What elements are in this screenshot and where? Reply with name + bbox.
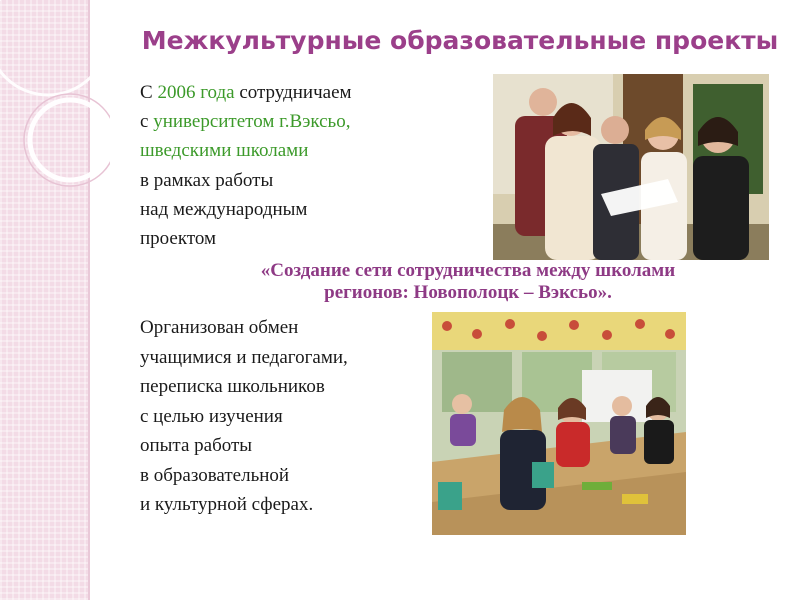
paragraph-line	[140, 136, 480, 165]
paragraph-line: переписка школьников	[140, 376, 325, 397]
project-title-line: «Создание сети сотрудничества между школами	[260, 260, 676, 281]
paragraph-line	[140, 195, 480, 224]
text-span: проектом	[140, 228, 217, 250]
text-span: сотрудничаем	[234, 82, 352, 103]
paragraph-line: с целью изучения	[140, 405, 283, 427]
highlight-text: шведскими школами	[140, 140, 309, 162]
project-title-line: регионов: Новополоцк – Вэксьо».	[324, 282, 612, 303]
paragraph-line	[140, 224, 480, 253]
paragraph-line	[140, 107, 480, 136]
photo-classroom-students	[432, 312, 686, 535]
text-span: над международным	[140, 198, 308, 220]
paragraph-line	[140, 166, 480, 195]
paragraph-line: опыта работы	[140, 435, 253, 456]
highlight-text: 2006 года	[157, 82, 235, 103]
paragraph-line: в образовательной	[140, 464, 290, 486]
text-span: с	[140, 111, 154, 133]
decorative-circles	[0, 0, 110, 260]
paragraph-partnership	[140, 78, 480, 253]
paragraph-line: Организован обмен	[140, 317, 299, 338]
photo-teachers-meeting	[493, 74, 769, 260]
paragraph-line: и культурной сферах.	[140, 494, 314, 515]
paragraph-line: учащимися и педагогами,	[140, 346, 348, 368]
project-title	[168, 260, 768, 304]
slide-title: Межкультурные образовательные проекты	[141, 26, 779, 55]
highlight-text: университетом г.Вэксьо,	[153, 111, 351, 133]
text-span: С	[140, 82, 158, 103]
text-span: в рамках работы	[140, 169, 274, 191]
paragraph-exchange	[140, 313, 440, 520]
paragraph-line	[140, 78, 480, 107]
